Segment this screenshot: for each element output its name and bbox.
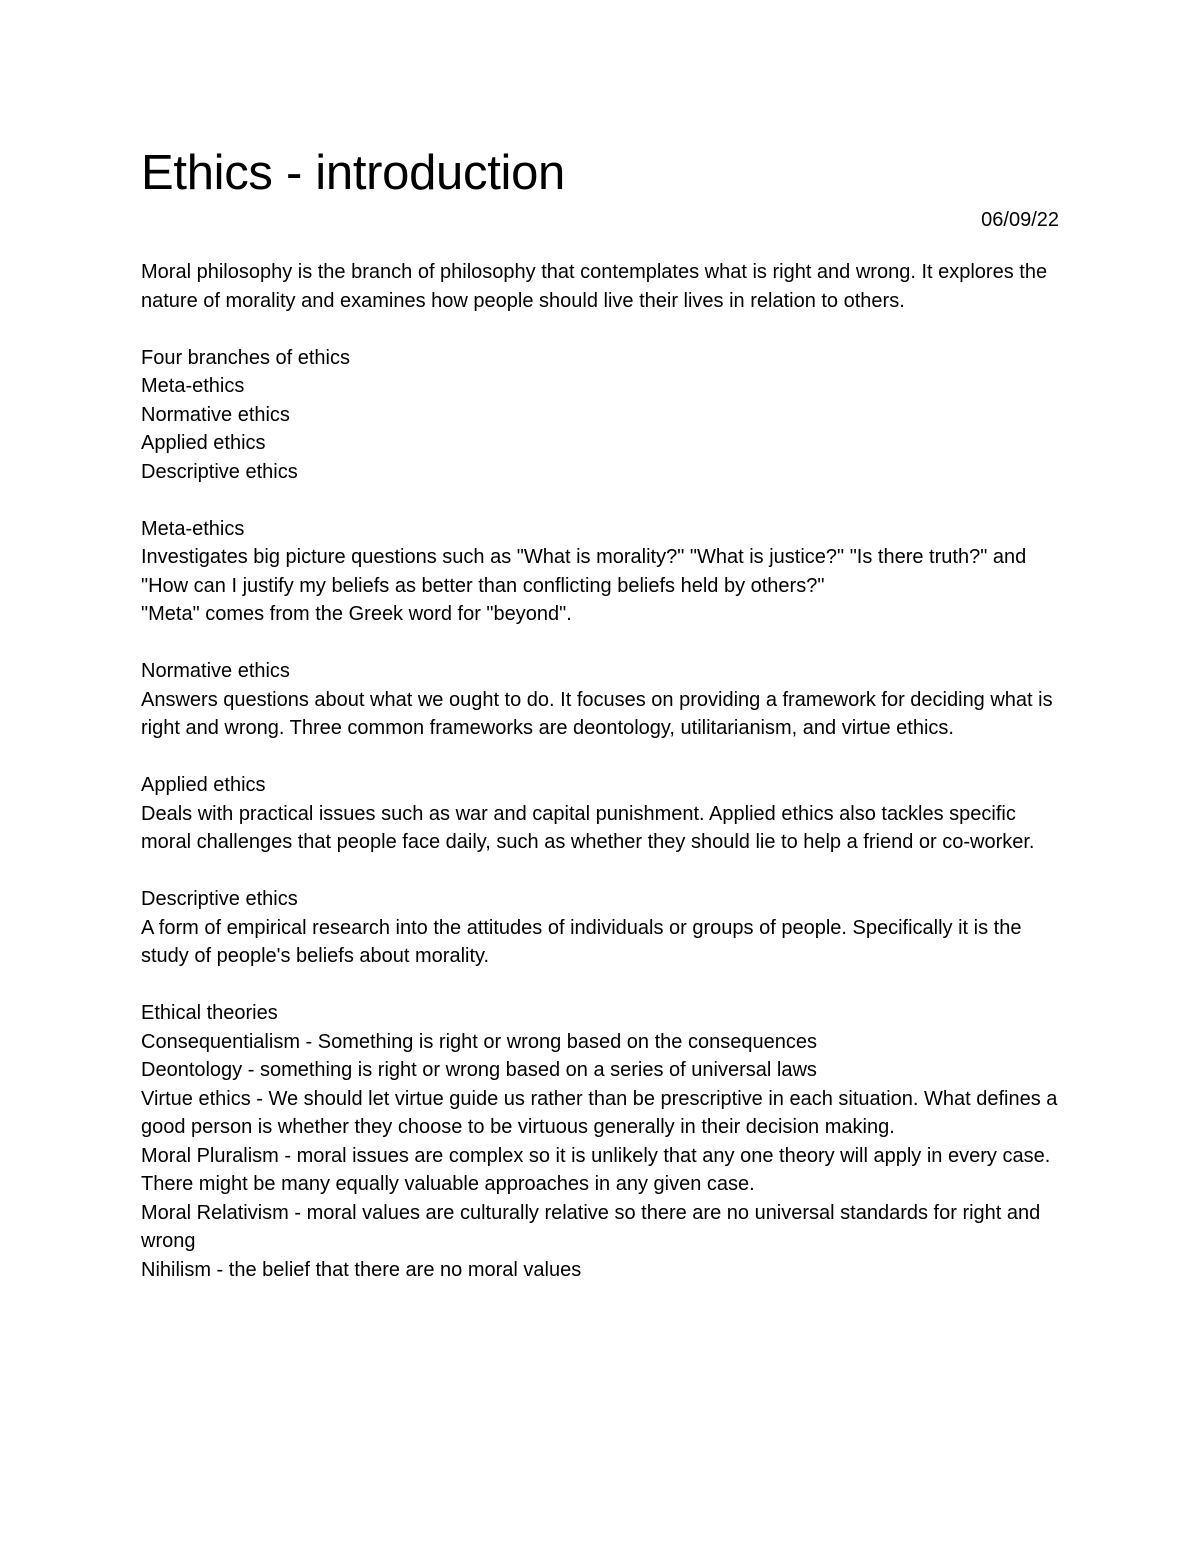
theory-item: Nihilism - the belief that there are no moral values: [141, 1258, 582, 1281]
theory-item: Moral Pluralism - moral issues are complex so it is unlikely that any one theory will apply in every case. There might be many equally valuable approaches in any given case.: [141, 1144, 1051, 1195]
branch-item: Normative ethics: [141, 403, 290, 426]
branches-heading: Four branches of ethics: [141, 346, 350, 369]
document-title: Ethics - introduction: [141, 146, 566, 200]
normative-ethics-text: Answers questions about what we ought to do. It focuses on providing a framework for deciding what is right and wrong. Three common frameworks are deontology, utilitarianism, and virtue ethics.: [141, 688, 1053, 739]
paragraph-gap: [141, 857, 1059, 886]
ethical-theories-heading: Ethical theories: [141, 1002, 278, 1024]
meta-ethics-heading: Meta-ethics: [141, 517, 245, 540]
paragraph-gap: [141, 743, 1059, 772]
paragraph-gap: [141, 315, 1059, 344]
normative-ethics-heading: Normative ethics: [141, 660, 290, 682]
paragraph-gap: [141, 486, 1059, 515]
theory-item: Moral Relativism - moral values are culturally relative so there are no universal standards for right and wrong: [141, 1201, 1041, 1252]
intro-paragraph: Moral philosophy is the branch of philosophy that contemplates what is right and wrong. It explores the nature of morality and examines how people should live their lives in relation to others.: [141, 261, 1048, 312]
theory-item: Consequentialism - Something is right or wrong based on the consequences: [141, 1030, 817, 1053]
theory-item: Virtue ethics - We should let virtue guide us rather than be prescriptive in each situation. What defines a good person is whether they choose to be virtuous generally in their decision making.: [141, 1087, 1058, 1138]
document-date: 06/09/22: [981, 209, 1059, 231]
paragraph-gap: [141, 629, 1059, 658]
applied-ethics-text: Deals with practical issues such as war and capital punishment. Applied ethics also tackles specific moral challenges that people face daily, such as whether they should lie to help a friend or co-worker.: [141, 802, 1035, 853]
document-body: [141, 258, 1059, 1284]
applied-ethics-heading: Applied ethics: [141, 774, 266, 796]
descriptive-ethics-heading: Descriptive ethics: [141, 888, 298, 910]
document-page: [141, 143, 1059, 1284]
meta-ethics-origin: "Meta" comes from the Greek word for "beyond".: [141, 603, 572, 625]
theory-item: Deontology - something is right or wrong based on a series of universal laws: [141, 1059, 817, 1081]
branch-item: Meta-ethics: [141, 375, 245, 397]
branch-item: Descriptive ethics: [141, 460, 298, 483]
paragraph-gap: [141, 971, 1059, 1000]
branch-item: Applied ethics: [141, 432, 266, 454]
meta-ethics-text: Investigates big picture questions such as "What is morality?" "What is justice?" "Is there truth?" and "How can I justify my beliefs as better than conflicting beliefs held by others?": [141, 546, 1027, 597]
descriptive-ethics-text: A form of empirical research into the attitudes of individuals or groups of people. Specifically it is the study of people's beliefs about morality.: [141, 916, 1022, 967]
